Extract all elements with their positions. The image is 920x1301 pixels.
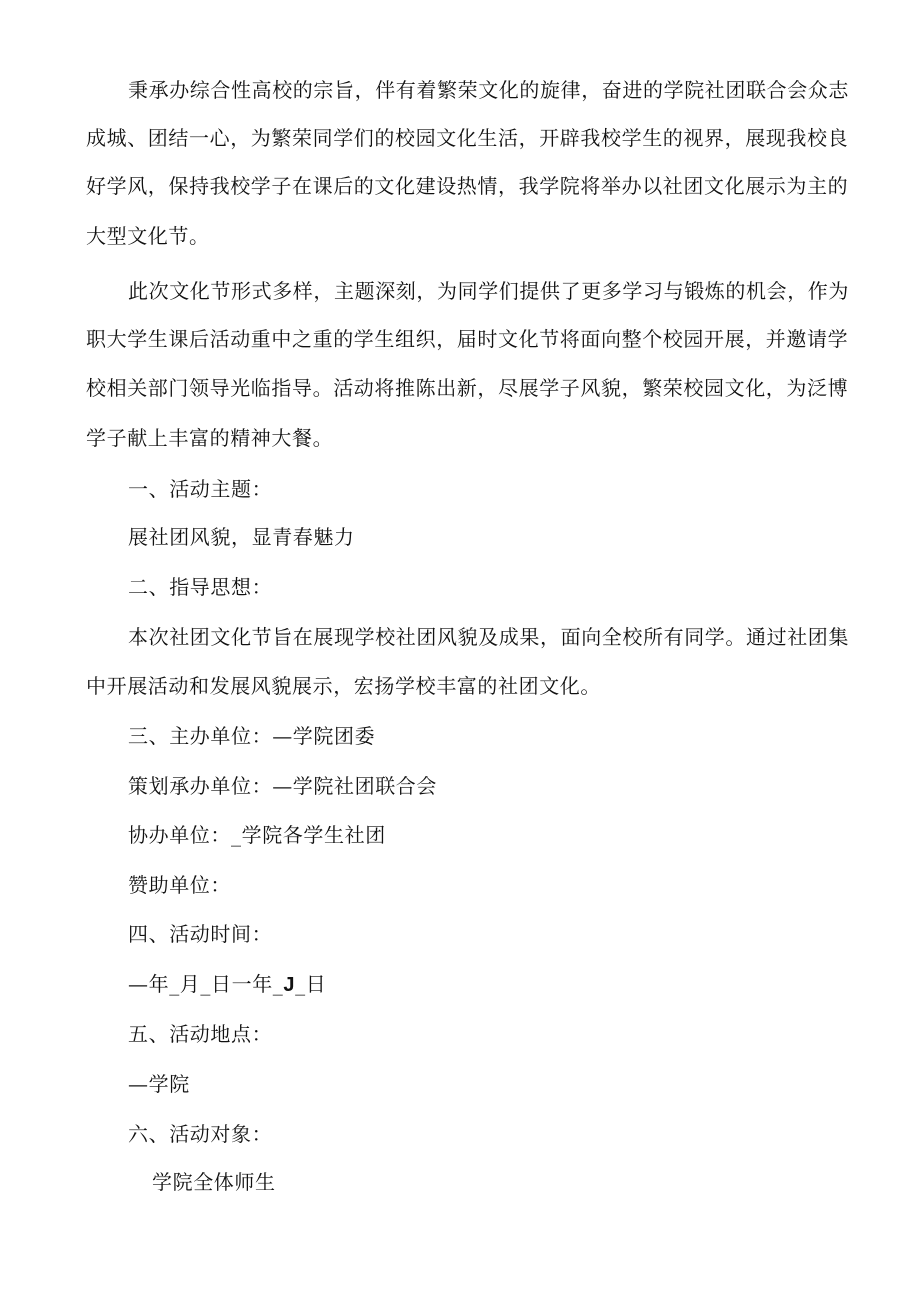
time-text-bold: J <box>283 974 296 996</box>
paragraph-form-line-1: 此次文化节形式多样，主题深刻，为同学们提供了更多学习与锻炼的机会，作为 <box>128 279 849 303</box>
section-theme-heading: 一、活动主题： <box>128 477 273 501</box>
section-host-heading: 三、主办单位：—学院团委 <box>128 724 376 748</box>
section-time-heading: 四、活动时间： <box>128 922 273 946</box>
paragraph-form-line-4: 学子献上丰富的精神大餐。 <box>86 426 334 450</box>
sponsor-text: 赞助单位： <box>128 873 231 897</box>
co-organizer-text: 协办单位：_学院各学生社团 <box>128 823 386 847</box>
audience-text: 学院全体师生 <box>152 1170 276 1194</box>
paragraph-intro-line-4: 大型文化节。 <box>86 224 210 248</box>
section-guiding-heading: 二、指导思想： <box>128 575 273 599</box>
section-guiding-line-1: 本次社团文化节旨在展现学校社团风貌及成果，面向全校所有同学。通过社团集 <box>128 625 849 649</box>
planner-text: 策划承办单位：—学院社团联合会 <box>128 774 437 798</box>
paragraph-intro-line-3: 好学风，保持我校学子在课后的文化建设热情，我学院将举办以社团文化展示为主的 <box>86 174 849 198</box>
paragraph-intro-line-2: 成城、团结一心，为繁荣同学们的校园文化生活，开辟我校学生的视界，展现我校良 <box>86 126 849 150</box>
section-location-heading: 五、活动地点： <box>128 1022 273 1046</box>
time-text-suffix: _日 <box>295 972 327 996</box>
paragraph-form-line-2: 职大学生课后活动重中之重的学生组织，届时文化节将面向整个校园开展，并邀请学 <box>86 327 849 351</box>
section-audience-heading: 六、活动对象： <box>128 1122 273 1146</box>
time-text <box>128 970 888 999</box>
time-text-prefix: —年_月_日一年_ <box>128 972 284 996</box>
section-guiding-line-2: 中开展活动和发展风貌展示，宏扬学校丰富的社团文化。 <box>86 674 601 698</box>
section-theme-text: 展社团风貌，显青春魅力 <box>128 525 355 549</box>
paragraph-intro-line-1: 秉承办综合性高校的宗旨，伴有着繁荣文化的旋律，奋进的学院社团联合会众志 <box>128 78 849 102</box>
paragraph-form-line-3: 校相关部门领导光临指导。活动将推陈出新，尽展学子风貌，繁荣校园文化，为泛博 <box>86 376 849 400</box>
location-text: —学院 <box>128 1072 190 1096</box>
